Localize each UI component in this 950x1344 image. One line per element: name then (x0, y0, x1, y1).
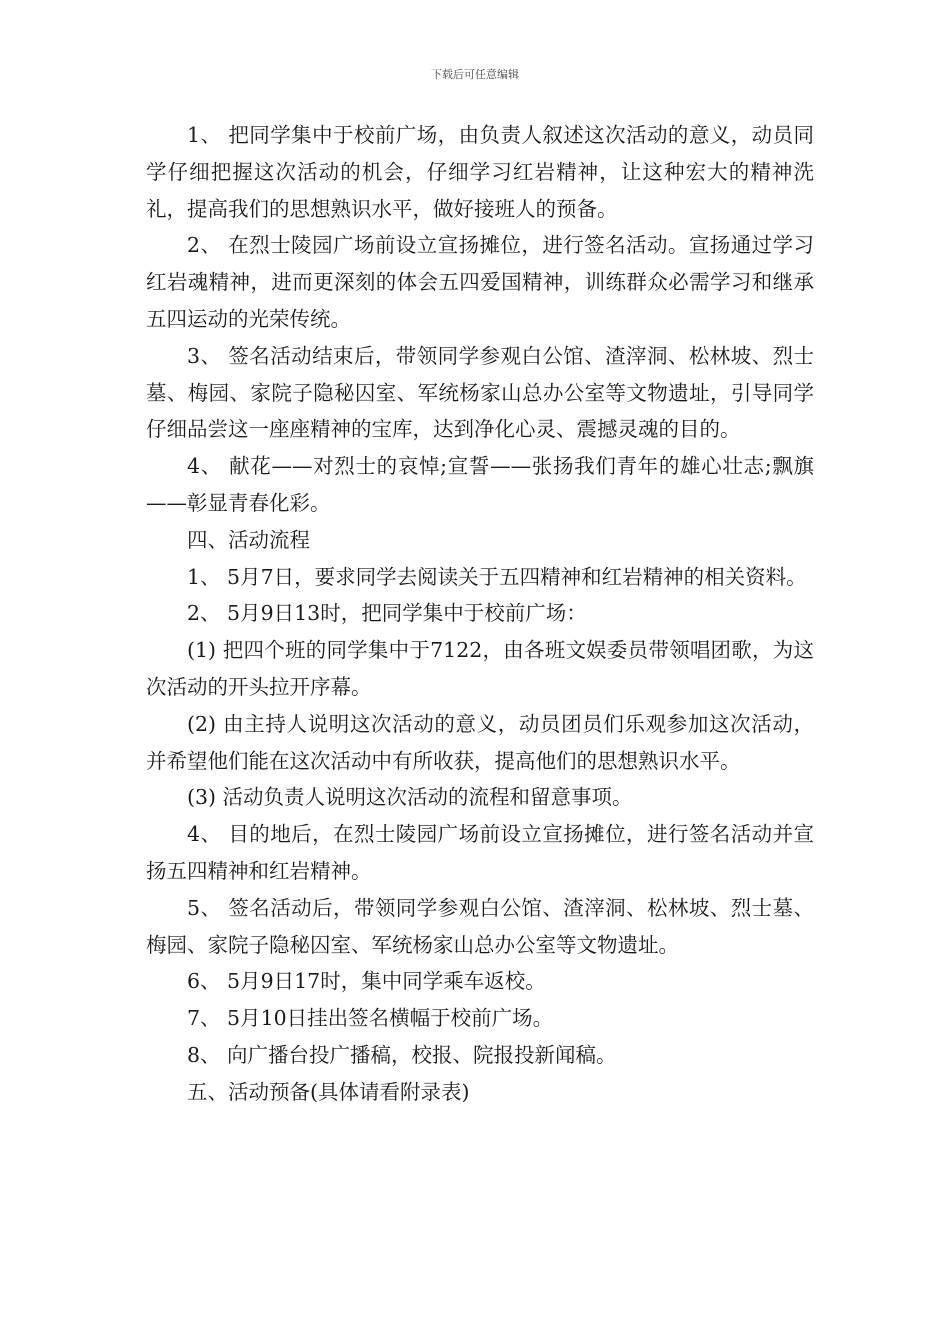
section-heading-4: 四、活动流程 (187, 527, 310, 552)
flow-item-4: 4、 目的地后，在烈士陵园广场前设立宣扬摊位，进行签名活动并宣扬五四精神和红岩精神。 (146, 822, 814, 883)
section-heading-5: 五、活动预备(具体请看附录表) (187, 1079, 470, 1104)
flow-item-2: 2、 5月9日13时，把同学集中于校前广场： (187, 601, 587, 626)
flow-item-8: 8、 向广播台投广播稿，校报、院报投新闻稿。 (187, 1042, 617, 1067)
flow-item-7: 7、 5月10日挂出签名横幅于校前广场。 (187, 1006, 554, 1031)
paragraph-2: 2、 在烈士陵园广场前设立宣扬摊位，进行签名活动。宣扬通过学习红岩魂精神，进而更深刻的体会五四爱国精神，训练群众必需学习和继承五四运动的光荣传统。 (146, 233, 814, 331)
flow-item-1: 1、 5月7日，要求同学去阅读关于五四精神和红岩精神的相关资料。 (187, 564, 807, 589)
flow-subitem-3: (3) 活动负责人说明这次活动的流程和留意事项。 (187, 785, 633, 810)
page-header: 下载后可任意编辑 (431, 68, 519, 81)
paragraph-1: 1、 把同学集中于校前广场，由负责人叙述这次活动的意义，动员同学仔细把握这次活动的机会，仔细学习红岩精神，让这种宏大的精神洗礼，提高我们的思想熟识水平，做好接班人的预备。 (146, 123, 814, 221)
flow-item-6: 6、 5月9日17时，集中同学乘车返校。 (187, 969, 546, 994)
flow-item-5: 5、 签名活动后，带领同学参观白公馆、渣滓洞、松林坡、烈士墓、梅园、家院子隐秘囚室、军统杨家山总办公室等文物遗址。 (146, 895, 814, 957)
flow-subitem-1: (1) 把四个班的同学集中于7122，由各班文娱委员带领唱团歌，为这次活动的开头拉开序幕。 (146, 638, 814, 699)
paragraph-4: 4、 献花——对烈士的哀悼;宣誓——张扬我们青年的雄心壮志;飘旗——彰显青春化彩。 (146, 454, 814, 515)
flow-subitem-2: (2) 由主持人说明这次活动的意义，动员团员们乐观参加这次活动，并希望他们能在这次活动中有所收获，提高他们的思想熟识水平。 (146, 711, 814, 773)
paragraph-3: 3、 签名活动结束后，带领同学参观白公馆、渣滓洞、松林坡、烈士墓、梅园、家院子隐秘囚室、军统杨家山总办公室等文物遗址，引导同学仔细品尝这一座座精神的宝库，达到净化心灵、震撼灵魂的目的。 (146, 343, 814, 442)
document-body (146, 117, 814, 1111)
